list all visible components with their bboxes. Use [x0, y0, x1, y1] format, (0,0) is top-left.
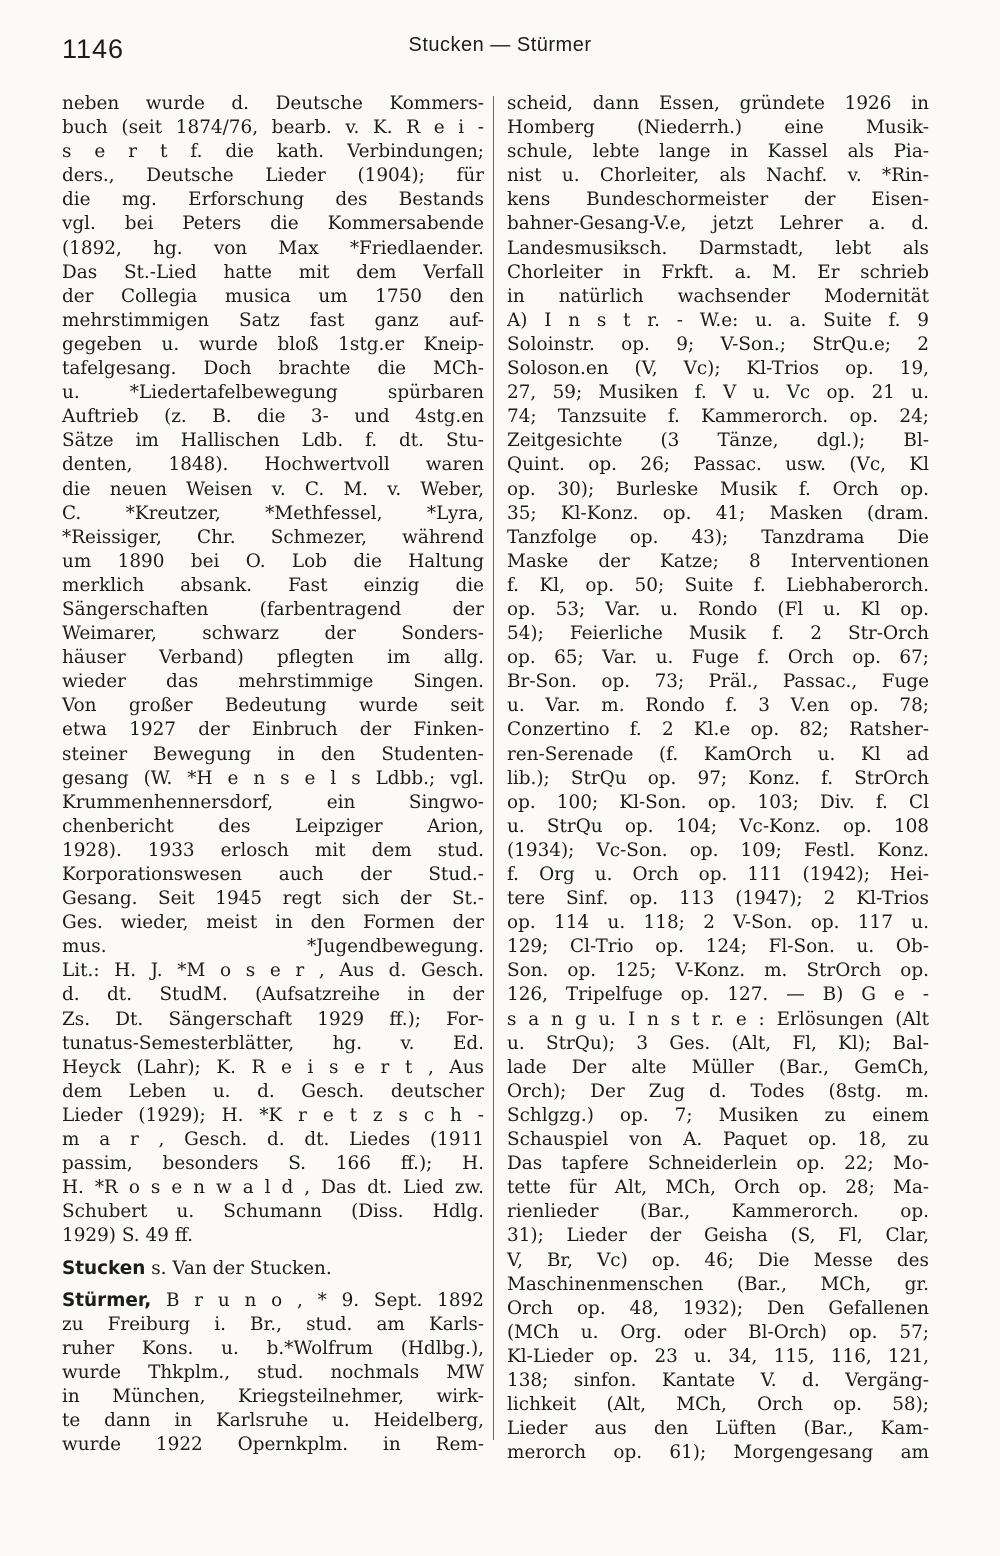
- text-line: u. Var. m. Rondo f. 3 V.en op. 78;: [507, 695, 929, 717]
- right-column: [507, 92, 929, 1465]
- text-line: V, Br, Vc) op. 46; Die Messe des: [507, 1249, 929, 1271]
- text-line: Auftrieb (z. B. die 3- und 4stg.en: [62, 406, 484, 428]
- text-line: Maschinenmenschen (Bar., MCh, gr.: [507, 1273, 929, 1295]
- text-line: in München, Kriegsteilnehmer, wirk-: [62, 1385, 484, 1407]
- headword-stucken: Stucken: [62, 1257, 146, 1279]
- text-line: der Collegia musica um 1750 den: [62, 285, 484, 307]
- text-line: Schubert u. Schumann (Diss. Hdlg.: [62, 1201, 484, 1223]
- text-line: *Reissiger, Chr. Schmezer, während: [62, 526, 484, 548]
- text-line: (1892, hg. von Max *Friedlaender.: [62, 237, 484, 259]
- text-line: wurde Thkplm., stud. nochmals MW: [62, 1361, 484, 1383]
- text-line: gegeben u. wurde bloß 1stg.er Kneip-: [62, 333, 484, 355]
- entry-stuermer-first-line: [62, 1289, 484, 1313]
- text-line: Lit.: H. J. *M o s e r , Aus d. Gesch.: [62, 960, 484, 982]
- column-divider: [493, 96, 494, 1440]
- entry-stucken-text: s. Van der Stucken.: [145, 1257, 332, 1279]
- text-line: Lieder aus den Lüften (Bar., Kam-: [507, 1418, 929, 1440]
- text-line: nist u. Chorleiter, als Nachf. v. *Rin-: [507, 165, 929, 187]
- text-line: Soloson.en (V, Vc); Kl-Trios op. 19,: [507, 358, 929, 380]
- text-line: Orch); Der Zug d. Todes (8stg. m.: [507, 1080, 929, 1102]
- page-number: 1146: [62, 34, 125, 64]
- text-line: merklich absank. Fast einzig die: [62, 574, 484, 596]
- text-line: 31); Lieder der Geisha (S, Fl, Clar,: [507, 1225, 929, 1247]
- text-line: um 1890 bei O. Lob die Haltung: [62, 550, 484, 572]
- text-line: Ges. wieder, meist in den Formen der: [62, 912, 484, 934]
- entry-stuermer-first-line-text: B r u n o , * 9. Sept. 1892: [151, 1289, 484, 1311]
- text-line: wieder das mehrstimmige Singen.: [62, 671, 484, 693]
- text-line: häuser Verband) pflegten im allg.: [62, 647, 484, 669]
- text-line: lib.); StrQu op. 97; Konz. f. StrOrch: [507, 767, 929, 789]
- text-line: op. 114 u. 118; 2 V-Son. op. 117 u.: [507, 912, 929, 934]
- text-line: A) I n s t r. - W.e: u. a. Suite f. 9: [507, 309, 929, 331]
- text-line: Zeitgesichte (3 Tänze, dgl.); Bl-: [507, 430, 929, 452]
- text-line: u. StrQu); 3 Ges. (Alt, Fl, Kl); Bal-: [507, 1032, 929, 1054]
- text-line: H. *R o s e n w a l d , Das dt. Lied zw.: [62, 1177, 484, 1199]
- text-line: tette für Alt, MCh, Orch op. 28; Ma-: [507, 1177, 929, 1199]
- text-line: (MCh u. Org. oder Bl-Orch) op. 57;: [507, 1321, 929, 1343]
- text-line: lichkeit (Alt, MCh, Orch op. 58);: [507, 1394, 929, 1416]
- text-line: op. 65; Var. u. Fuge f. Orch op. 67;: [507, 647, 929, 669]
- text-line: Conzertino f. 2 Kl.e op. 82; Ratsher-: [507, 719, 929, 741]
- text-line: Sängerschaften (farbentragend der: [62, 598, 484, 620]
- text-line: rienlieder (Bar., Kammerorch. op.: [507, 1201, 929, 1223]
- text-line: Zs. Dt. Sängerschaft 1929 ff.); For-: [62, 1008, 484, 1030]
- text-line: scheid, dann Essen, gründete 1926 in: [507, 93, 929, 114]
- text-line: d. dt. StudM. (Aufsatzreihe in der: [62, 984, 484, 1006]
- text-line: s e r t f. die kath. Verbindungen;: [62, 141, 484, 163]
- right-column-text: [507, 92, 929, 1465]
- text-line: lade Der alte Müller (Bar., GemCh,: [507, 1056, 929, 1078]
- left-column-text: [62, 92, 484, 1249]
- text-line: f. Org u. Orch op. 111 (1942); Hei-: [507, 864, 929, 885]
- headword-stuermer: Stürmer,: [62, 1289, 152, 1311]
- left-column: [62, 92, 484, 1457]
- text-line: die mg. Erforschung des Bestands: [62, 189, 484, 211]
- text-line: Kl-Lieder op. 23 u. 34, 115, 116, 121,: [507, 1345, 929, 1367]
- text-line: Krummenhennersdorf, ein Singwo-: [62, 791, 484, 813]
- text-line: zu Freiburg i. Br., stud. am Karls-: [62, 1313, 484, 1335]
- entry-stucken: [62, 1257, 484, 1281]
- text-line: schule, lebte lange in Kassel als Pia-: [507, 141, 929, 163]
- text-line: tunatus-Semesterblätter, hg. v. Ed.: [62, 1032, 484, 1054]
- text-line: bahner-Gesang-V.e, jetzt Lehrer a. d.: [507, 213, 929, 235]
- text-line: steiner Bewegung in den Studenten-: [62, 743, 484, 765]
- text-line: in natürlich wachsender Modernität: [507, 285, 929, 307]
- text-line: buch (seit 1874/76, bearb. v. K. R e i -: [62, 117, 484, 139]
- text-line: Tanzfolge op. 43); Tanzdrama Die: [507, 526, 929, 548]
- text-line: Landesmusiksch. Darmstadt, lebt als: [507, 237, 929, 259]
- text-line: tafelgesang. Doch brachte die MCh-: [62, 358, 484, 380]
- text-line: Chorleiter in Frkft. a. M. Er schrieb: [507, 261, 929, 283]
- text-line: 74; Tanzsuite f. Kammerorch. op. 24;: [507, 406, 929, 428]
- text-line: Gesang. Seit 1945 regt sich der St.-: [62, 888, 484, 910]
- text-line: Son. op. 125; V-Konz. m. StrOrch op.: [507, 960, 929, 982]
- text-line: denten, 1848). Hochwertvoll waren: [62, 454, 484, 476]
- running-head: Stucken — Stürmer: [408, 34, 592, 56]
- text-line: 126, Tripelfuge op. 127. — B) G e -: [507, 984, 929, 1006]
- text-line: Quint. op. 26; Passac. usw. (Vc, Kl: [507, 454, 929, 476]
- text-line: tere Sinf. op. 113 (1947); 2 Kl-Trios: [507, 888, 929, 910]
- text-line: 27, 59; Musiken f. V u. Vc op. 21 u.: [507, 382, 929, 404]
- text-line: Das tapfere Schneiderlein op. 22; Mo-: [507, 1153, 929, 1175]
- text-line: C. *Kreutzer, *Methfessel, *Lyra,: [62, 502, 484, 524]
- text-line: u. *Liedertafelbewegung spürbaren: [62, 382, 484, 404]
- text-line: wurde 1922 Opernkplm. in Rem-: [62, 1434, 484, 1456]
- text-line: 1928). 1933 erlosch mit dem stud.: [62, 839, 484, 861]
- text-line: neben wurde d. Deutsche Kommers-: [62, 93, 484, 114]
- text-line: Homberg (Niederrh.) eine Musik-: [507, 117, 929, 139]
- text-line: Lieder (1929); H. *K r e t z s c h -: [62, 1104, 484, 1126]
- text-line: merorch op. 61); Morgengesang am: [507, 1442, 929, 1464]
- text-line: die neuen Weisen v. C. M. v. Weber,: [62, 478, 484, 500]
- text-line: 1929) S. 49 ff.: [62, 1225, 193, 1247]
- text-line: Weimarer, schwarz der Sonders-: [62, 623, 484, 645]
- text-line: f. Kl, op. 50; Suite f. Liebhaberorch.: [507, 574, 929, 596]
- text-line: 138; sinfon. Kantate V. d. Vergäng-: [507, 1369, 929, 1391]
- text-line: Schauspiel von A. Paquet op. 18, zu: [507, 1129, 929, 1151]
- text-line: ruher Kons. u. b.*Wolfrum (Hdlbg.),: [62, 1337, 484, 1359]
- text-line: 54); Feierliche Musik f. 2 Str-Orch: [507, 623, 929, 645]
- text-line: Von großer Bedeutung wurde seit: [62, 695, 484, 717]
- text-line: Orch op. 48, 1932); Den Gefallenen: [507, 1297, 929, 1319]
- text-line: gesang (W. *H e n s e l s Ldbb.; vgl.: [62, 767, 484, 789]
- text-line: op. 100; Kl-Son. op. 103; Div. f. Cl: [507, 791, 929, 813]
- entry-stuermer-text: [62, 1313, 484, 1458]
- text-line: (1934); Vc-Son. op. 109; Festl. Konz.: [507, 839, 929, 861]
- text-line: u. StrQu op. 104; Vc-Konz. op. 108: [507, 815, 929, 837]
- text-line: chenbericht des Leipziger Arion,: [62, 815, 484, 837]
- text-line: vgl. bei Peters die Kommersabende: [62, 213, 484, 235]
- text-line: Heyck (Lahr); K. R e i s e r t , Aus: [62, 1056, 484, 1078]
- text-line: Schlgzg.) op. 7; Musiken zu einem: [507, 1104, 929, 1126]
- text-line: dem Leben u. d. Gesch. deutscher: [62, 1080, 484, 1102]
- text-line: Korporationswesen auch der Stud.-: [62, 864, 484, 885]
- text-line: Br-Son. op. 73; Präl., Passac., Fuge: [507, 671, 929, 693]
- text-line: Sätze im Hallischen Ldb. f. dt. Stu-: [62, 430, 484, 452]
- text-line: op. 30); Burleske Musik f. Orch op.: [507, 478, 929, 500]
- text-line: mus. *Jugendbewegung.: [62, 936, 484, 958]
- text-line: 35; Kl-Konz. op. 41; Masken (dram.: [507, 502, 929, 524]
- text-line: Das St.-Lied hatte mit dem Verfall: [62, 261, 484, 283]
- text-line: 129; Cl-Trio op. 124; Fl-Son. u. Ob-: [507, 936, 929, 958]
- text-line: passim, besonders S. 166 ff.); H.: [62, 1153, 484, 1175]
- text-line: ders., Deutsche Lieder (1904); für: [62, 165, 484, 187]
- text-line: etwa 1927 der Einbruch der Finken-: [62, 719, 484, 741]
- text-line: s a n g u. I n s t r. e : Erlösungen (Alt: [507, 1008, 929, 1030]
- text-line: kens Bundeschormeister der Eisen-: [507, 189, 929, 211]
- text-line: Maske der Katze; 8 Interventionen: [507, 550, 929, 572]
- text-line: ren-Serenade (f. KamOrch u. Kl ad: [507, 743, 929, 765]
- text-line: te dann in Karlsruhe u. Heidelberg,: [62, 1410, 484, 1432]
- text-line: m a r , Gesch. d. dt. Liedes (1911: [62, 1129, 484, 1151]
- text-line: op. 53; Var. u. Rondo (Fl u. Kl op.: [507, 598, 929, 620]
- text-line: mehrstimmigen Satz fast ganz auf-: [62, 309, 484, 331]
- text-line: Soloinstr. op. 9; V-Son.; StrQu.e; 2: [507, 333, 929, 355]
